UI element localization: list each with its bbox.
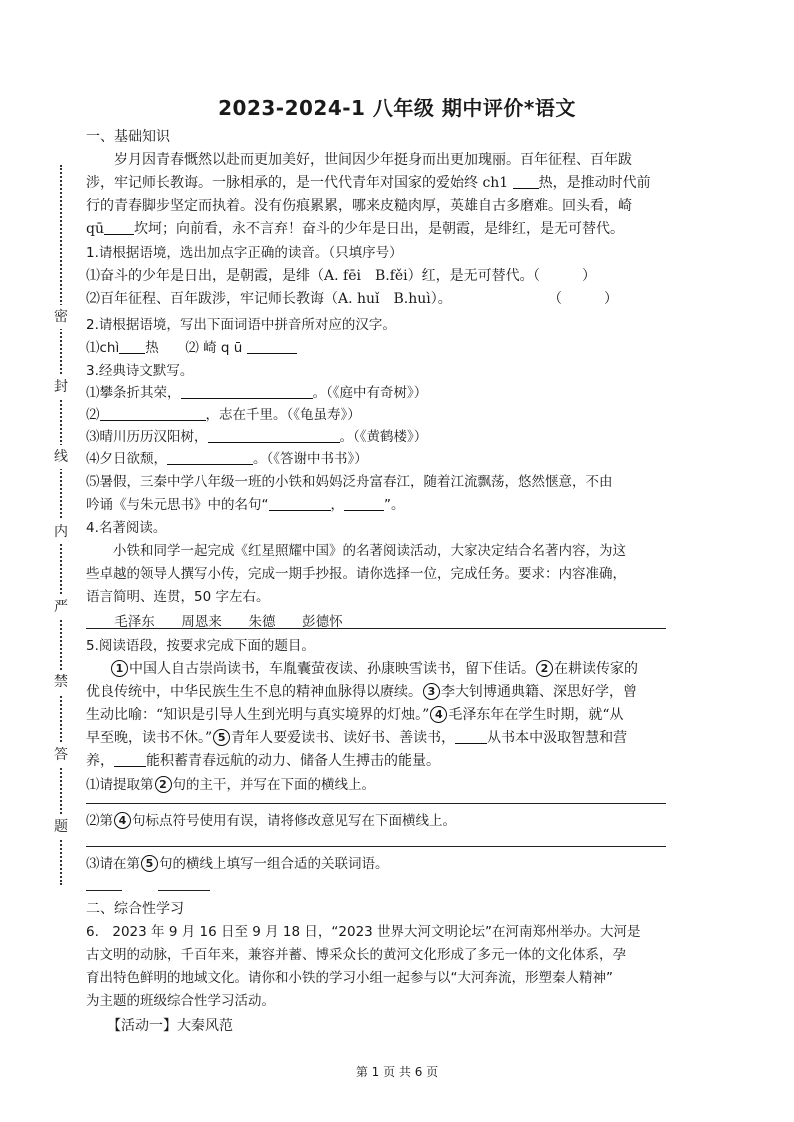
seal-char: 封 bbox=[49, 375, 73, 399]
answer-paren[interactable]: （ ） bbox=[526, 268, 596, 284]
passage-text: 涉，牢记师长教诲。一脉相承的，是一代代青年对国家的爱始终 ch1 bbox=[86, 175, 509, 191]
sub-question-text: 句的横线上填写一组合适的关联词语。 bbox=[159, 856, 389, 872]
sub-question bbox=[86, 853, 666, 875]
reading-text: 能积蓄青春远航的动力、储备人生搏击的能量。 bbox=[146, 753, 440, 769]
question-6-text: 为主题的班级综合性学习活动。 bbox=[86, 993, 275, 1009]
poem-item bbox=[86, 448, 666, 470]
pinyin-text: ⑵ 崎 q ū bbox=[185, 340, 243, 356]
pinyin-text: ⑴chì bbox=[86, 340, 120, 356]
passage-line bbox=[86, 172, 666, 194]
poem-text: 。（《黄鹤楼》） bbox=[339, 429, 428, 445]
question-1-item: ⑴奋斗的少年是日出，是朝霞，是绯（A. fēi B.fěi）红，是无可替代。 bbox=[86, 268, 534, 284]
question-4-text: 语言简明、连贯，50 字左右。 bbox=[86, 589, 270, 605]
pinyin-text: 热 bbox=[145, 340, 159, 356]
reading-text: 养， bbox=[86, 753, 114, 769]
poem-text: ⑷夕日欲颓， bbox=[86, 451, 167, 467]
question-6-text: 育出特色鲜明的地域文化。请你和小铁的学习小组一起参与以“大河奔流，形塑秦人精神” bbox=[86, 970, 613, 986]
reading-text: 中国人自古崇尚读书，车胤囊萤夜读、孙康映雪读书，留下佳话。 bbox=[129, 661, 535, 677]
seal-char: 严 bbox=[49, 595, 73, 619]
seal-char: 线 bbox=[49, 445, 73, 469]
passage-text: 热，是推动时代前 bbox=[538, 175, 651, 191]
sentence-number: 5 bbox=[213, 729, 230, 746]
answer-blank[interactable] bbox=[104, 220, 134, 235]
poem-item bbox=[86, 426, 666, 448]
reading-text: 生动比喻：“知识是引导人生到光明与真实境界的灯烛。” bbox=[86, 707, 430, 723]
leader-names bbox=[86, 611, 666, 633]
question-6-text: 6. 2023 年 9 月 16 日至 9 月 18 日，“2023 世界大河文明论坛”在河南郑州举办。大河是 bbox=[86, 924, 641, 940]
sentence-number: 3 bbox=[423, 683, 440, 700]
poem-text: ”。 bbox=[384, 497, 405, 513]
answer-line[interactable] bbox=[86, 846, 666, 847]
sentence-number: 1 bbox=[111, 660, 128, 677]
question-4-text: 些卓越的领导人撰写小传，完成一期手抄报。请你选择一位，完成任务。要求：内容准确， bbox=[86, 566, 626, 582]
reading-line bbox=[86, 750, 666, 772]
reading-line bbox=[86, 704, 666, 726]
sub-question-text: 句标点符号使用有误，请将修改意见写在下面横线上。 bbox=[132, 813, 456, 829]
reading-text: 在耕读传家的 bbox=[554, 661, 638, 677]
leader-name: 彭德怀 bbox=[302, 614, 343, 630]
seal-char: 禁 bbox=[49, 670, 73, 694]
poem-text: ，志在千里。（《龟虽寿》） bbox=[205, 407, 361, 423]
answer-blank[interactable] bbox=[269, 496, 331, 511]
answer-blank[interactable] bbox=[167, 450, 253, 465]
answer-line[interactable] bbox=[86, 628, 666, 629]
activity-heading: 【活动一】大秦风范 bbox=[86, 1018, 233, 1034]
answer-blank[interactable] bbox=[181, 384, 313, 399]
answer-paren[interactable]: （ ） bbox=[548, 291, 618, 307]
passage-line: 岁月因青春慨然以赴而更加美好，世间因少年挺身而出更加瑰丽。百年征程、百年跋 bbox=[86, 152, 632, 168]
question-5-stem: 5.阅读语段，按要求完成下面的题目。 bbox=[86, 638, 315, 654]
section-heading: 一、基础知识 bbox=[86, 129, 170, 145]
reading-text: 青年人要爱读书、读好书、善读书， bbox=[231, 730, 456, 746]
reading-text: 早至晚，读书不休。” bbox=[86, 730, 213, 746]
poem-item bbox=[86, 404, 666, 426]
sub-question-text: ⑴请提取第 bbox=[86, 777, 154, 793]
passage-text: 坎坷；向前看，永不言弃！奋斗的少年是日出，是朝霞，是绯红，是无可替代。 bbox=[133, 221, 624, 237]
poem-item bbox=[86, 494, 666, 516]
answer-blank[interactable] bbox=[100, 406, 206, 421]
leader-name: 周恩来 bbox=[181, 614, 222, 630]
reading-text: 从书本中汲取智慧和营 bbox=[487, 730, 628, 746]
poem-text: 。（《答谢中书书》） bbox=[253, 451, 368, 467]
answer-line[interactable] bbox=[86, 803, 666, 804]
reading-text: 李大钊博通典籍、深思好学，曾 bbox=[441, 684, 637, 700]
seal-char: 密 bbox=[49, 305, 73, 329]
sentence-number: 2 bbox=[536, 660, 553, 677]
page-number: 第 1 页 共 6 页 bbox=[355, 1065, 439, 1079]
answer-blank[interactable] bbox=[344, 496, 384, 511]
answer-blank[interactable] bbox=[86, 890, 122, 891]
answer-blank[interactable] bbox=[247, 339, 297, 354]
poem-text: ⑵ bbox=[86, 407, 100, 423]
seal-char: 答 bbox=[49, 743, 73, 767]
passage-line: 行的青春脚步坚定而执着。没有伤痕累累，哪来皮糙肉厚，英雄自古多磨难。回头看，崎 bbox=[86, 198, 632, 214]
sub-question-text: 句的主干，并写在下面的横线上。 bbox=[172, 777, 375, 793]
poem-text: ， bbox=[330, 497, 344, 513]
passage-text: qū bbox=[86, 221, 104, 237]
passage-line bbox=[86, 218, 666, 240]
question-2-stem: 2.请根据语境，写出下面词语中拼音所对应的汉字。 bbox=[86, 317, 396, 333]
poem-text: ⑶晴川历历汉阳树， bbox=[86, 429, 208, 445]
question-1-item: ⑵百年征程、百年跋涉，牢记师长教诲（A. huǐ B.huì）。 bbox=[86, 291, 452, 307]
poem-text: 。（《庭中有奇树》） bbox=[312, 385, 428, 401]
sub-question bbox=[86, 774, 666, 796]
reading-line bbox=[86, 727, 666, 749]
reading-line bbox=[86, 658, 666, 680]
sentence-number: 2 bbox=[155, 776, 172, 793]
answer-blank[interactable] bbox=[119, 339, 145, 354]
sentence-number: 4 bbox=[430, 706, 447, 723]
answer-blank[interactable] bbox=[114, 752, 146, 767]
question-2-items bbox=[86, 337, 666, 359]
sentence-number: 5 bbox=[141, 855, 158, 872]
seal-char: 题 bbox=[49, 815, 73, 839]
question-6-text: 古文明的动脉，千百年来，兼容并蓄、博采众长的黄河文化形成了多元一体的文化体系，孕 bbox=[86, 947, 626, 963]
question-3-stem: 3.经典诗文默写。 bbox=[86, 363, 194, 379]
seal-char: 内 bbox=[49, 520, 73, 544]
answer-blank[interactable] bbox=[158, 890, 210, 891]
poem-item: ⑸暑假，三秦中学八年级一班的小铁和妈妈泛舟富春江，随着江流飘荡，悠然惬意，不由 bbox=[86, 474, 613, 490]
sentence-number: 4 bbox=[114, 812, 131, 829]
reading-line bbox=[86, 681, 666, 703]
sub-question-text: ⑶请在第 bbox=[86, 856, 140, 872]
reading-text: 毛泽东年在学生时期，就“从 bbox=[448, 707, 624, 723]
section-heading: 二、综合性学习 bbox=[86, 901, 184, 917]
poem-text: 吟诵《与朱元思书》中的名句“ bbox=[86, 497, 269, 513]
sub-question-text: ⑵第 bbox=[86, 813, 113, 829]
reading-text: 优良传统中，中华民族生生不息的精神血脉得以赓续。 bbox=[86, 684, 422, 700]
leader-name: 毛泽东 bbox=[114, 614, 155, 630]
poem-text: ⑴攀条折其荣， bbox=[86, 385, 181, 401]
answer-blank[interactable] bbox=[513, 174, 539, 189]
question-4-stem: 4.名著阅读。 bbox=[86, 520, 167, 536]
page-title: 2023-2024-1 八年级 期中评价*语文 bbox=[218, 96, 576, 120]
leader-name: 朱德 bbox=[248, 614, 276, 630]
question-4-text: 小铁和同学一起完成《红星照耀中国》的名著阅读活动，大家决定结合名著内容，为这 bbox=[86, 543, 626, 559]
poem-item bbox=[86, 382, 666, 404]
question-1-stem: 1.请根据语境，选出加点字正确的读音。（只填序号） bbox=[86, 245, 403, 261]
answer-blank[interactable] bbox=[208, 428, 340, 443]
seal-margin bbox=[46, 165, 76, 885]
sub-question bbox=[86, 810, 666, 832]
answer-blank[interactable] bbox=[455, 729, 487, 744]
